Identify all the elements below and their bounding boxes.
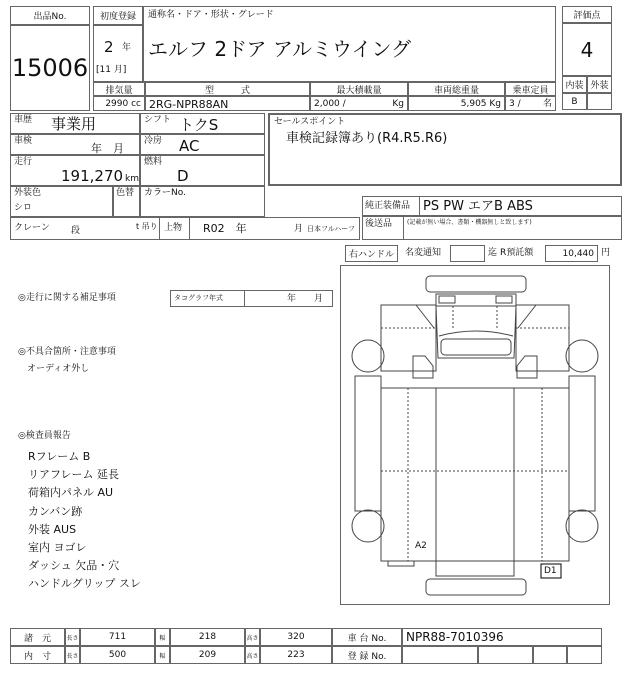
mileage: 191,270 <box>61 167 124 185</box>
recycle-amount: 10,440 <box>545 245 598 262</box>
reg-cell <box>533 646 567 664</box>
tacho-value: 年 月 <box>287 294 324 304</box>
color-label: 外装色 <box>14 188 42 198</box>
fuel-label: 燃料 <box>144 157 163 167</box>
load-unit: Kg <box>392 99 404 109</box>
until-label: 迄 <box>488 248 498 258</box>
gross-weight: 5,905 Kg <box>408 96 505 111</box>
sales-point-box <box>268 113 622 186</box>
lot-number: 15006 <box>10 25 90 111</box>
vehicle-name: エルフ 2ドア アルミウイング <box>148 37 412 61</box>
chassis-label: 車 台 No. <box>332 628 402 646</box>
mileage-unit: km <box>125 174 139 184</box>
inspector-list <box>28 448 141 594</box>
inspector-item: ハンドルグリップ スレ <box>28 577 141 591</box>
shift: トクS <box>179 116 219 134</box>
model-label: 型 式 <box>145 82 310 96</box>
year-unit: 年 <box>122 43 132 53</box>
reg-month: [11 月] <box>96 65 127 75</box>
tacho-box <box>170 290 333 307</box>
cap-label: 乗車定員 <box>505 82 556 96</box>
history: 事業用 <box>51 115 97 133</box>
spec-length: 711 <box>80 628 155 646</box>
crane-ton: t 吊り <box>136 222 158 231</box>
inspect: 年 月 <box>91 142 124 155</box>
wid-label: 幅 <box>155 628 170 646</box>
len-label: 長さ <box>65 628 80 646</box>
color-no-box <box>140 186 265 217</box>
inspect-box <box>10 134 140 155</box>
spec-height: 320 <box>260 628 332 646</box>
handle-box: 右ハンドル <box>345 245 398 262</box>
tacho-label: タコグラフ年式 <box>174 294 223 302</box>
load-box <box>310 96 408 111</box>
color-box <box>10 186 113 217</box>
capacity: 3 / <box>509 99 521 109</box>
ac: AC <box>179 137 200 155</box>
disp-label: 排気量 <box>93 82 145 96</box>
reg-cell <box>402 646 478 664</box>
equip-box <box>362 196 622 216</box>
inspector-item: カンバン跡 <box>28 504 83 518</box>
inspector-item: ダッシュ 欠品・穴 <box>28 559 120 573</box>
inner-height: 223 <box>260 646 332 664</box>
inspector-item: リアフレーム 延長 <box>28 468 120 482</box>
name-label: 通称名・ドア・形状・グレード <box>148 10 274 20</box>
reg-cell <box>567 646 602 664</box>
equip-label: 純正装備品 <box>365 201 411 211</box>
body-year: R02 年 <box>203 222 247 235</box>
hei-label: 高さ <box>245 646 260 664</box>
exterior-grade <box>587 93 612 110</box>
inspector-item: 室内 ヨゴレ <box>28 541 87 555</box>
gross-label: 車両総重量 <box>408 82 505 96</box>
inspector-item: 外装 AUS <box>28 522 77 536</box>
defect-item: オーディオ外し <box>27 364 90 374</box>
divider <box>244 291 245 306</box>
chassis-no: NPR88-7010396 <box>402 628 602 646</box>
score-label: 評価点 <box>562 6 612 23</box>
later-label: 後送品 <box>365 219 393 229</box>
history-label: 車歴 <box>14 115 33 125</box>
reg-year: 2 <box>104 38 114 56</box>
cap-unit: 名 <box>542 99 552 109</box>
sales-label: セールスポイント <box>274 117 346 127</box>
inspector-title: ◎検査員報告 <box>18 431 71 441</box>
inner-length: 500 <box>80 646 155 664</box>
crane-label: クレーン <box>14 223 50 233</box>
shift-box <box>140 113 265 134</box>
color: シロ <box>14 203 33 213</box>
load-label: 最大積載量 <box>310 82 408 96</box>
sales-text: 車検記録簿あり(R4.R5.R6) <box>286 131 448 146</box>
yen-label: 円 <box>601 248 611 258</box>
divider <box>189 218 190 239</box>
divider <box>419 197 420 215</box>
interior-grade: B <box>562 93 587 110</box>
inspector-item: Rフレーム B <box>28 450 91 463</box>
max-load: 2,000 / <box>314 99 346 109</box>
shift-label: シフト <box>144 115 172 125</box>
crane-stage: 段 <box>71 226 81 236</box>
color-no-label: カラーNo. <box>144 188 186 198</box>
displacement: 2990 cc <box>93 96 145 111</box>
defect-title: ◎不具合箇所・注意事項 <box>18 347 116 357</box>
recycle-label: R預託額 <box>500 248 534 258</box>
body-month: 月 <box>294 224 304 234</box>
damage-diagram <box>340 265 610 605</box>
body-label: 上物 <box>164 223 183 233</box>
later-box <box>362 216 622 240</box>
equip-value: PS PW エアB ABS <box>423 199 533 214</box>
mileage-label: 走行 <box>14 157 33 167</box>
crane-row <box>10 217 360 240</box>
damage-mark-d1: D1 <box>544 566 557 576</box>
name-change-box <box>450 245 485 262</box>
cap-box <box>505 96 556 111</box>
fuel-box <box>140 155 265 186</box>
lot-label: 出品No. <box>10 6 90 25</box>
first-reg-label: 初度登録 <box>93 6 143 25</box>
model-code: 2RG-NPR88AN <box>145 96 310 111</box>
body-maker: 日本フルハーフ <box>307 225 355 233</box>
reg-cell <box>478 646 533 664</box>
history-box <box>10 113 140 134</box>
divider <box>159 218 160 239</box>
spec-width: 218 <box>170 628 245 646</box>
inspect-label: 車検 <box>14 136 33 146</box>
truck-outline-icon <box>341 266 609 604</box>
divider <box>403 217 404 239</box>
exterior-label: 外装 <box>587 76 612 93</box>
name-box <box>143 6 556 82</box>
spec-label: 諸 元 <box>10 628 65 646</box>
ac-box <box>140 134 265 155</box>
fuel: D <box>177 167 189 185</box>
driving-title: ◎走行に関する補足事項 <box>18 293 116 303</box>
ac-label: 冷房 <box>144 136 163 146</box>
inspector-item: 荷箱内パネル AU <box>28 486 114 500</box>
color-change-label: 色替 <box>116 188 135 198</box>
score: 4 <box>562 23 612 76</box>
len-label: 長さ <box>65 646 80 664</box>
interior-label: 内装 <box>562 76 587 93</box>
inner-width: 209 <box>170 646 245 664</box>
damage-mark-a2: A2 <box>415 541 427 551</box>
wid-label: 幅 <box>155 646 170 664</box>
reg-label: 登 録 No. <box>332 646 402 664</box>
name-change-label: 名変通知 <box>405 248 442 258</box>
inner-label: 内 寸 <box>10 646 65 664</box>
first-reg-box <box>93 25 143 82</box>
color-change-box <box>113 186 140 217</box>
hei-label: 高さ <box>245 628 260 646</box>
mileage-box <box>10 155 140 186</box>
later-note: (記載が無い場合、書類・機器無しと致します) <box>407 219 532 226</box>
